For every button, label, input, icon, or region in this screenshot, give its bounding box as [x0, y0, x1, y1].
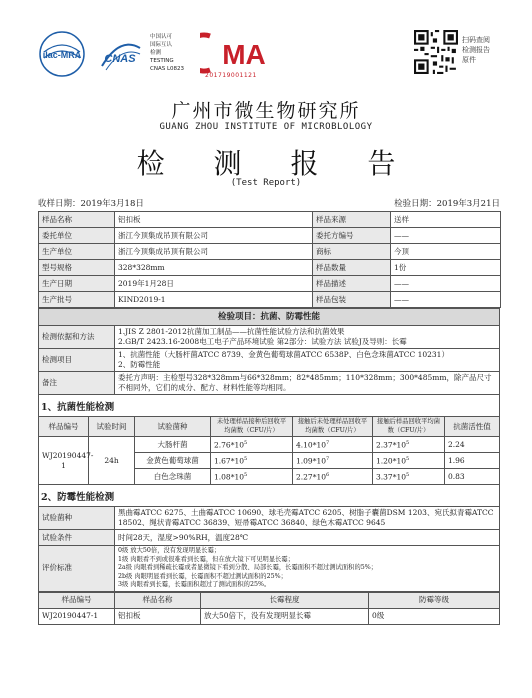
- activity-cell: 1.96: [445, 453, 500, 469]
- table-row: [39, 546, 500, 592]
- table-row: [39, 292, 501, 308]
- client-value: 浙江今顶集成吊顶有限公司: [115, 228, 313, 244]
- report-title: 检 测 报 告: [136, 147, 416, 180]
- cma-number: 201719001121: [205, 72, 257, 79]
- mildew-grade-cell: 0级: [369, 608, 500, 624]
- model-label: 型号规格: [39, 260, 115, 276]
- cnas-accreditation-text: 中国认可 国际互认 检测 TESTING CNAS L0823: [150, 34, 185, 72]
- production-date-value: 2019年1月28日: [115, 276, 313, 292]
- qr-code-icon[interactable]: [414, 30, 458, 74]
- client-no-label: 委托方编号: [313, 228, 391, 244]
- table-row: [39, 608, 500, 624]
- report-title-en: (Test Report): [230, 178, 302, 188]
- col-treated-after: 接触后样品回收平均菌数（CFU/片）: [373, 417, 445, 437]
- sample-no-cell: WJ20190447-1: [39, 437, 89, 485]
- table-row: [39, 212, 501, 228]
- conditions-value: 时间28天，湿度>90%RH，温度28℃: [115, 530, 500, 546]
- table-row: [39, 276, 501, 292]
- items-value: 1、抗菌性能（大肠杆菌ATCC 8739、金黄色葡萄球菌ATCC 6538P、白色念珠菌ATCC 10231） 2、防霉性能: [115, 349, 500, 372]
- inspection-date: 检验日期：2019年3月21日: [394, 199, 500, 209]
- col-mildew-sample-no: 样品编号: [39, 592, 115, 608]
- col-test-time: 试验时间: [89, 417, 135, 437]
- criteria-label: 评价标准: [39, 546, 115, 592]
- batch-label: 生产批号: [39, 292, 115, 308]
- table-row: [39, 349, 500, 372]
- value-cell: $1.09*10^7$: [293, 453, 373, 469]
- mildew-table: [38, 506, 500, 592]
- col-untreated-initial: 未处理样品接种后回收平均菌数（CFU/片）: [211, 417, 293, 437]
- description-value: ——: [391, 276, 501, 292]
- production-date-label: 生产日期: [39, 276, 115, 292]
- mildew-strain-label: 试验菌种: [39, 507, 115, 530]
- test-time-cell: 24h: [89, 437, 135, 485]
- value-cell: $2.76*10^5$: [211, 437, 293, 453]
- value-cell: $2.37*10^5$: [373, 437, 445, 453]
- project-table: [38, 308, 500, 395]
- strain-cell: 金黄色葡萄球菌: [135, 453, 211, 469]
- table-row: [39, 260, 501, 276]
- table-row: [39, 326, 500, 349]
- trademark-label: 商标: [313, 244, 391, 260]
- value-cell: $3.37*10^5$: [373, 469, 445, 485]
- table-row: [39, 530, 500, 546]
- sample-name-value: 铝扣板: [115, 212, 313, 228]
- antibacterial-table: [38, 416, 500, 485]
- table-row: [39, 437, 500, 453]
- qr-hint-text: 扫码查阅 检测报告 原件: [462, 36, 490, 64]
- svg-text:ilac-MRA: ilac-MRA: [42, 50, 82, 60]
- mildew-sample-name-cell: 铝扣板: [115, 608, 201, 624]
- project-title: 检验项目：抗菌、防霉性能: [39, 309, 500, 326]
- sample-source-value: 送样: [391, 212, 501, 228]
- mildew-strain-value: 黑曲霉ATCC 6275、土曲霉ATCC 10690、球毛壳霉ATCC 6205、树脂子囊菌DSM 1203、宛氏拟青霉ATCC 18502、绳状青霉ATCC 36839、短帚霉ATCC 36840、绿色木霉ATCC 9645: [115, 507, 500, 530]
- col-mildew-degree: 长霉程度: [201, 592, 369, 608]
- col-mildew-grade: 防霉等级: [369, 592, 500, 608]
- sample-name-label: 样品名称: [39, 212, 115, 228]
- value-cell: $1.08*10^5$: [211, 469, 293, 485]
- items-label: 检测项目: [39, 349, 115, 372]
- value-cell: $1.67*10^5$: [211, 453, 293, 469]
- received-date: 收样日期：2019年3月18日: [38, 199, 144, 209]
- strain-cell: 大肠杆菌: [135, 437, 211, 453]
- packaging-label: 样品包装: [313, 292, 391, 308]
- criteria-value: 0级 放大50倍，没有发现明显长霉； 1级 肉眼看不到或很难看到长霉，但在放大镜下可见明显长霉； 2a级 肉眼看到稀疏长霉或者显微镜下看到分散、局部长霉，长霉面积不超过测试面积的5%； 2b级 肉眼明显看到长霉，长霉面积不超过测试面积的25%； 3级 肉眼看到长霉，长霉面积超过了测试面积的25%。: [115, 546, 500, 592]
- cnas-logo: [96, 32, 144, 76]
- table-row: [39, 507, 500, 530]
- remark-label: 备注: [39, 372, 115, 395]
- table-header-row: [39, 592, 500, 608]
- antibacterial-section-title: 1、抗菌性能检测: [38, 395, 500, 416]
- svg-text:CNAS: CNAS: [104, 53, 136, 65]
- quantity-value: 1份: [391, 260, 501, 276]
- manufacturer-value: 浙江今顶集成吊顶有限公司: [115, 244, 313, 260]
- client-no-value: ——: [391, 228, 501, 244]
- mildew-sample-no-cell: WJ20190447-1: [39, 608, 115, 624]
- table-header-row: [39, 417, 500, 437]
- trademark-value: 今顶: [391, 244, 501, 260]
- value-cell: $2.27*10^6$: [293, 469, 373, 485]
- manufacturer-label: 生产单位: [39, 244, 115, 260]
- table-row: [39, 309, 500, 326]
- date-row: [38, 197, 500, 209]
- batch-value: KIND2019-1: [115, 292, 313, 308]
- sample-info-table: [38, 211, 501, 308]
- packaging-value: ——: [391, 292, 501, 308]
- table-row: [39, 228, 501, 244]
- value-cell: $4.10*10^7$: [293, 437, 373, 453]
- model-value: 328*328mm: [115, 260, 313, 276]
- col-mildew-sample-name: 样品名称: [115, 592, 201, 608]
- sample-source-label: 样品来源: [313, 212, 391, 228]
- report-body: [38, 211, 500, 625]
- basis-label: 检测依据和方法: [39, 326, 115, 349]
- quantity-label: 样品数量: [313, 260, 391, 276]
- table-row: [39, 244, 501, 260]
- client-label: 委托单位: [39, 228, 115, 244]
- basis-value: 1.JIS Z 2801-2012抗菌加工制品——抗菌性能试验方法和抗菌效果 2.GB/T 2423.16-2008电工电子产品环境试验 第2部分：试验方法 试验J及导则：长霉: [115, 326, 500, 349]
- svg-text:MA: MA: [222, 39, 266, 70]
- ilac-mra-logo: [38, 30, 86, 78]
- strain-cell: 白色念珠菌: [135, 469, 211, 485]
- col-untreated-after: 接触后未处理样品回收平均菌数（CFU/片）: [293, 417, 373, 437]
- col-strain: 试验菌种: [135, 417, 211, 437]
- remark-value: 委托方声明：主检型号328*328mm与66*328mm；82*485mm；110*328mm；300*485mm，除产品尺寸不相同外，它们的成分、配方、材料性能等均相同。: [115, 372, 500, 395]
- mildew-degree-cell: 放大50倍下，没有发现明显长霉: [201, 608, 369, 624]
- col-activity: 抗菌活性值: [445, 417, 500, 437]
- description-label: 样品描述: [313, 276, 391, 292]
- mildew-section-title: 2、防霉性能检测: [38, 485, 500, 506]
- table-row: [39, 372, 500, 395]
- value-cell: $1.20*10^5$: [373, 453, 445, 469]
- logo-bar: [0, 24, 532, 84]
- institute-name-en: GUANG ZHOU INSTITUTE OF MICROBLOLOGY: [159, 122, 373, 132]
- activity-cell: 2.24: [445, 437, 500, 453]
- activity-cell: 0.83: [445, 469, 500, 485]
- col-sample-no: 样品编号: [39, 417, 89, 437]
- conditions-label: 试验条件: [39, 530, 115, 546]
- institute-name: 广州市微生物研究所: [171, 100, 361, 122]
- mildew-result-table: [38, 592, 500, 625]
